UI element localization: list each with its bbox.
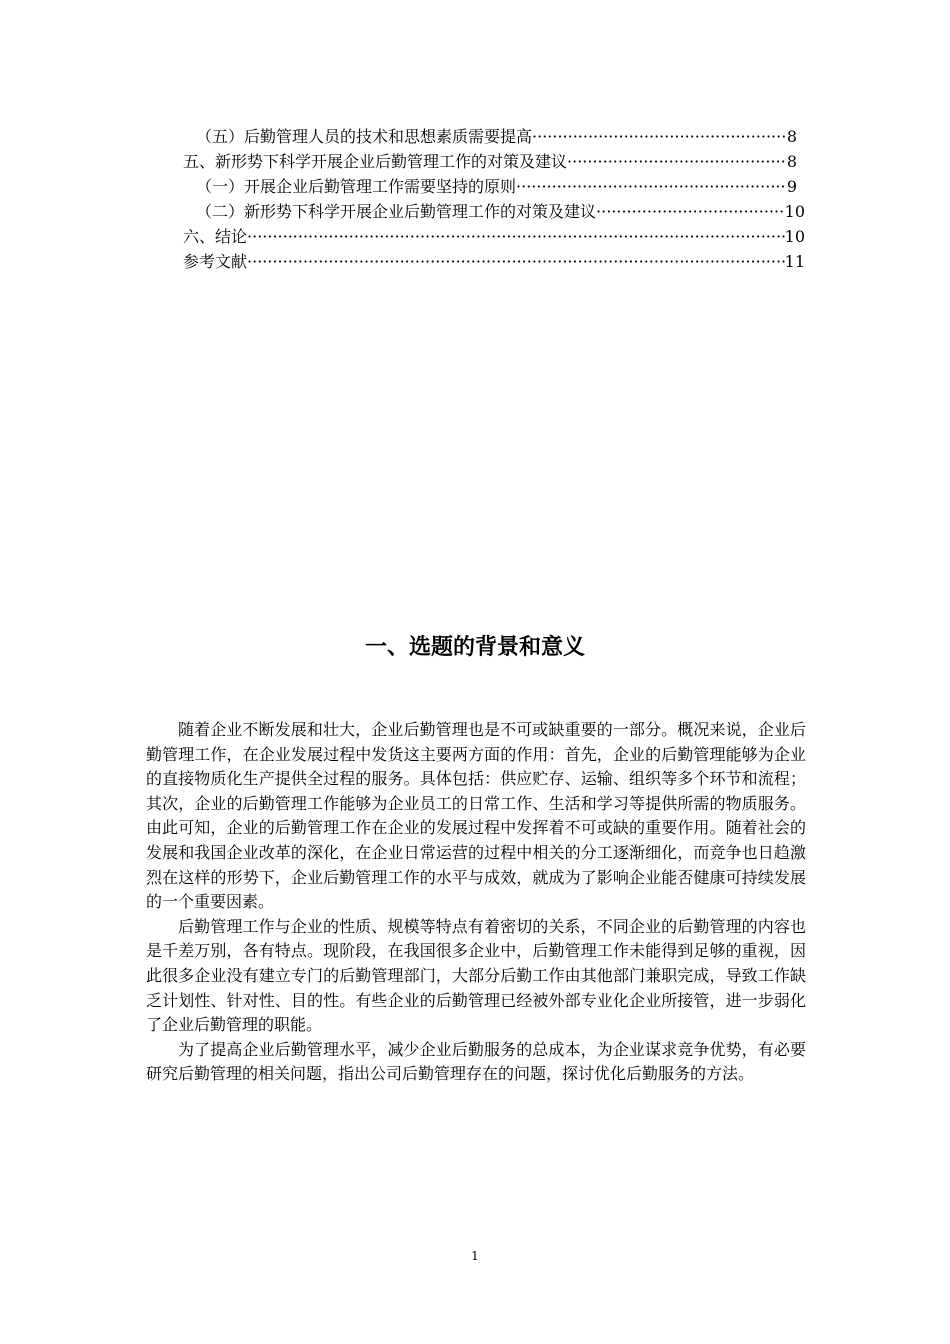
toc-entry [183, 150, 797, 174]
toc-leader-dots [567, 150, 787, 174]
toc-leader-dots [532, 125, 787, 149]
toc-leader-dots [596, 200, 785, 224]
section-title: 一、选题的背景和意义 [364, 635, 585, 660]
toc-entry-page: 11 [784, 252, 805, 271]
toc-leader-dots [247, 225, 785, 249]
toc-entry [196, 200, 805, 224]
paragraph: 为了提高企业后勤管理水平，减少企业后勤服务的总成本，为企业谋求竞争优势，有必要研究后勤管理的相关问题，指出公司后勤管理存在的问题，探讨优化后勤服务的方法。 [146, 1039, 806, 1084]
toc-entry-title: （一）开展企业后勤管理工作需要坚持的原则 [196, 177, 517, 196]
paragraph: 后勤管理工作与企业的性质、规模等特点有着密切的关系，不同企业的后勤管理的内容也是千差万别，各有特点。现阶段，在我国很多企业中，后勤管理工作未能得到足够的重视，因此很多企业没有建立专门的后勤管理部门，大部分后勤工作由其他部门兼职完成，导致工作缺乏计划性、针对性、目的性。有些企业的后勤管理已经被外部专业化企业所接管，进一步弱化了企业后勤管理的职能。 [146, 916, 806, 1035]
toc-entry [196, 125, 797, 149]
toc-leader-dots [516, 175, 787, 199]
toc-leader-dots [247, 250, 785, 274]
paragraph: 随着企业不断发展和壮大，企业后勤管理也是不可或缺重要的一部分。概况来说，企业后勤管理工作，在企业发展过程中发货这主要两方面的作用：首先，企业的后勤管理能够为企业的直接物质化生产提供全过程的服务。具体包括：供应贮存、运输、组织等多个环节和流程；其次，企业的后勤管理工作能够为企业员工的日常工作、生活和学习等提供所需的物质服务。由此可知，企业的后勤管理工作在企业的发展过程中发挥着不可或缺的重要作用。随着社会的发展和我国企业改革的深化，在企业日常运营的过程中相关的分工逐渐细化，而竞争也日趋激烈在这样的形势下，企业后勤管理工作的水平与成效，就成为了影响企业能否健康可持续发展的一个重要因素。 [146, 720, 806, 912]
toc-entry-page: 10 [784, 202, 805, 221]
toc-entry-page: 9 [786, 177, 797, 196]
toc-entry-title: 六、结论 [183, 227, 248, 246]
page-number: 1 [471, 1249, 479, 1263]
toc-entry-title: 五、新形势下科学开展企业后勤管理工作的对策及建议 [183, 152, 568, 171]
toc-entry [183, 250, 805, 274]
toc-entry [196, 175, 797, 199]
body-text [146, 718, 806, 1087]
toc-entry-page: 8 [786, 152, 797, 171]
toc-entry [183, 225, 805, 249]
toc-entry-title: （二）新形势下科学开展企业后勤管理工作的对策及建议 [196, 202, 597, 221]
toc-entry-title: （五）后勤管理人员的技术和思想素质需要提高 [196, 127, 533, 146]
toc-entry-page: 8 [786, 127, 797, 146]
toc-entry-page: 10 [784, 227, 805, 246]
toc-entry-title: 参考文献 [183, 252, 248, 271]
